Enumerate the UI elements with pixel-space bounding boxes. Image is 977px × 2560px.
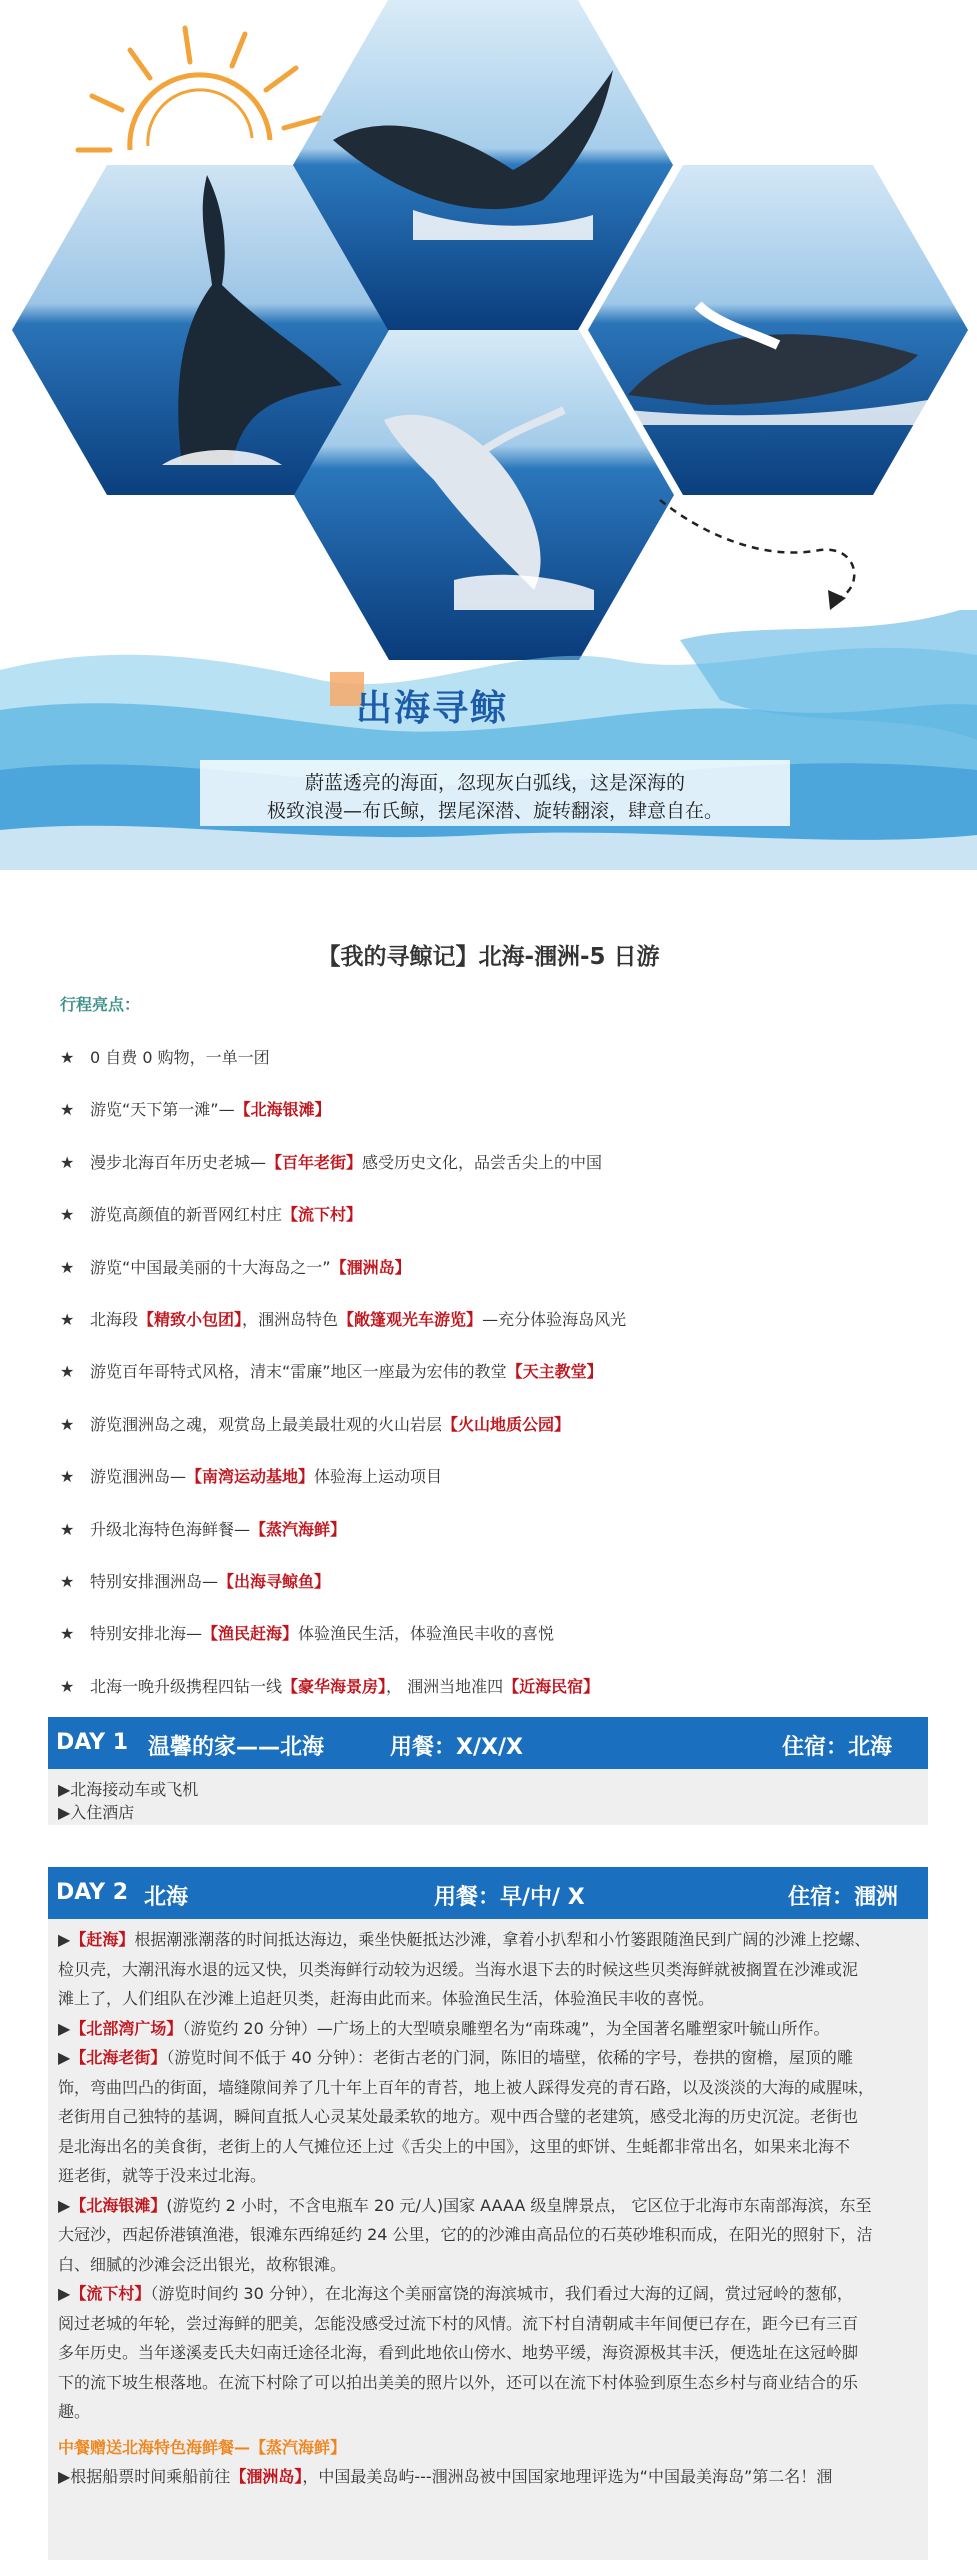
highlight-place: 【蒸汽海鲜】 [250, 1519, 347, 1539]
day-header [48, 1867, 928, 1919]
highlight-place: 【火山地质公园】 [442, 1414, 571, 1434]
star-icon: ★ [60, 1257, 75, 1277]
text-segment: (游览约 2 小时，不含电瓶车 20 元/人)国家 AAAA 级皇牌景点， 它区位于北海市东南部海滨，东至 [166, 2195, 872, 2215]
day-stay: 住宿：涠洲 [788, 1885, 899, 1910]
text-segment: ▶ [58, 2284, 71, 2303]
text-segment: 北海段 [90, 1310, 139, 1329]
itinerary-line [58, 2399, 90, 2422]
text-segment: 游览高颜值的新晋网红村庄 [90, 1205, 283, 1225]
tagline-box [200, 760, 790, 826]
highlight-item [60, 1674, 599, 1697]
highlight-item [60, 1202, 362, 1225]
highlight-place: 【涠洲岛】 [230, 2467, 303, 2486]
highlight-item [60, 1307, 626, 1330]
text-segment: 0 自费 0 购物，一单一团 [90, 1048, 270, 1067]
highlight-place: 【敞篷观光车游览】 [338, 1310, 483, 1329]
text-segment: ▶ [58, 2048, 71, 2067]
text-segment: 白、细腻的沙滩会泛出银光，故称银滩。 [58, 2254, 347, 2274]
highlights-label: 行程亮点： [60, 995, 141, 1014]
itinerary-line [58, 1986, 714, 2009]
text-segment: 游览涠洲岛之魂，观赏岛上最美最壮观的火山岩层 [90, 1414, 443, 1434]
text-segment: 游览百年哥特式风格，清末“雷廉”地区一座最为宏伟的教堂 [90, 1362, 507, 1382]
itinerary-line [58, 2252, 346, 2275]
itinerary-line [58, 2163, 266, 2186]
text-segment: ▶ [58, 2018, 71, 2038]
highlight-place: 【南湾运动基地】 [186, 1467, 315, 1487]
text-segment: ，中国最美岛屿---涠洲岛被中国国家地理评选为“中国最美海岛”第二名！涠 [302, 2467, 833, 2486]
highlight-item [60, 1359, 603, 1382]
itinerary-line [58, 2281, 853, 2304]
itinerary-line [58, 2134, 850, 2157]
highlight-place: 【近海民宿】 [503, 1676, 600, 1696]
text-segment: 饰，弯曲凹凸的街面，墙缝隙间养了几十年上百年的青苔，地上被人踩得发亮的青石路，以及淡淡的大海的咸腥味， [58, 2077, 875, 2097]
highlight-place: 【百年老街】 [266, 1152, 363, 1172]
highlight-place: 【流下村】 [70, 2284, 151, 2303]
text-segment: 中餐赠送北海特色海鲜餐—【蒸汽海鲜】 [58, 2437, 347, 2457]
highlight-item [60, 1255, 411, 1278]
highlight-place: 【北海银滩】 [234, 1100, 331, 1120]
star-icon: ★ [60, 1572, 75, 1591]
itinerary-line [58, 2311, 858, 2334]
star-icon: ★ [60, 1676, 75, 1696]
text-segment: 阅过老城的年轮，尝过海鲜的肥美，怎能没感受过流下村的风情。流下村自清朝咸丰年间便已存在，距今已有三百 [58, 2313, 859, 2333]
text-segment: 特别安排涠洲岛— [90, 1572, 219, 1591]
itinerary-line [58, 1927, 870, 1950]
highlight-item [60, 1045, 270, 1068]
text-segment: —充分体验海岛风光 [482, 1310, 627, 1329]
star-icon: ★ [60, 1048, 75, 1067]
text-segment: 老街用自己独特的基调，瞬间直抵人心灵某处最柔软的地方。观中西合璧的老建筑，感受北海的历史沉淀。老街也 [58, 2107, 859, 2126]
day-meal: 用餐：早/中/ X [434, 1885, 585, 1910]
highlight-item [60, 1412, 570, 1435]
highlight-place: 【豪华海景房】 [282, 1676, 387, 1696]
itinerary-line [58, 2045, 853, 2068]
text-segment: ， 涠洲当地准四 [386, 1676, 504, 1696]
highlight-item [60, 1621, 554, 1644]
star-icon: ★ [60, 1205, 75, 1225]
highlight-place: 【北海老街】 [70, 2048, 167, 2067]
text-segment: 逛老街，就等于没来过北海。 [58, 2166, 267, 2185]
day-day: DAY 1 [56, 1730, 129, 1755]
day-body [48, 1919, 928, 2560]
itinerary-line [58, 1957, 858, 1980]
text-segment: ▶入住酒店 [58, 1803, 135, 1822]
text-segment: 升级北海特色海鲜餐— [90, 1519, 251, 1539]
itinerary-line [58, 2340, 858, 2363]
highlight-place: 【北部湾广场】 [70, 2018, 183, 2038]
star-icon: ★ [60, 1152, 75, 1172]
itinerary-line [58, 2464, 832, 2487]
highlight-place: 【北海银滩】 [70, 2195, 167, 2215]
text-segment: （游览约 20 分钟）—广场上的大型喷泉雕塑名为“南珠魂”，为全国著名雕塑家叶毓山所作。 [182, 2018, 830, 2038]
meal-note [58, 2435, 346, 2458]
itinerary-line [58, 1777, 198, 1800]
itinerary-line [58, 2016, 829, 2039]
text-segment: 滩上了，人们组队在沙滩上追赶贝类，赶海由此而来。体验渔民生活，体验渔民丰收的喜悦。 [58, 1989, 715, 2008]
text-segment: ▶根据船票时间乘船前往 [58, 2467, 231, 2486]
itinerary-line [58, 2193, 871, 2216]
itinerary-line [58, 2370, 858, 2393]
text-segment: ▶ [58, 2195, 71, 2215]
itinerary-line [58, 1800, 134, 1823]
text-segment: 特别安排北海— [90, 1624, 203, 1644]
tour-title: 【我的寻鲸记】北海-涠洲-5 日游 [317, 944, 660, 970]
brand-title: 出海寻鲸 [356, 688, 509, 729]
text-segment: 游览涠洲岛— [90, 1467, 187, 1487]
highlight-item [60, 1517, 346, 1540]
tagline-line-2: 极致浪漫—布氏鲸，摆尾深潜、旋转翻滚，肆意自在。 [266, 800, 723, 822]
star-icon: ★ [60, 1467, 75, 1487]
text-segment: 趣。 [58, 2402, 91, 2421]
text-segment: （游览时间不低于 40 分钟）：老街古老的门洞，陈旧的墙壁，依稀的字号，卷拱的窗檐，屋顶的雕 [166, 2048, 853, 2067]
hero-banner [0, 0, 977, 870]
day-route: 温馨的家——北海 [148, 1735, 325, 1760]
text-segment: 漫步北海百年历史老城— [90, 1152, 267, 1172]
highlight-place: 【赶海】 [70, 1930, 135, 1949]
tagline-line-1: 蔚蓝透亮的海面，忽现灰白弧线，这是深海的 [304, 772, 685, 794]
highlight-place: 【渔民赶海】 [202, 1624, 299, 1644]
day-meal: 用餐：X/X/X [390, 1735, 523, 1760]
text-segment: 是北海出名的美食街，老街上的人气摊位还上过《舌尖上的中国》，这里的虾饼、生蚝都非常出名，如果来北海不 [58, 2136, 851, 2156]
highlight-place: 【精致小包团】 [138, 1310, 243, 1329]
text-segment: 根据潮涨潮落的时间抵达海边，乘坐快艇抵达沙滩，拿着小扒犁和小竹篓跟随渔民到广阔的沙滩上挖螺、 [134, 1930, 871, 1949]
star-icon: ★ [60, 1100, 75, 1120]
text-segment: 大冠沙，西起侨港镇渔港，银滩东西绵延约 24 公里，它的的沙滩由高品位的石英砂堆积而成，在阳光的照射下，洁 [58, 2225, 873, 2244]
highlight-item [60, 1150, 602, 1173]
star-icon: ★ [60, 1310, 75, 1329]
text-segment: 多年历史。当年遂溪麦氏夫妇南迁途径北海，看到此地依山傍水、地势平缓，海资源极其丰沃，便选址在这冠岭脚 [58, 2343, 859, 2362]
text-segment: 检贝壳，大潮汛海水退的远又快，贝类海鲜行动较为迟缓。当海水退下去的时候这些贝类海鲜就被搁置在沙滩或泥 [58, 1959, 859, 1979]
itinerary-line [58, 2222, 873, 2245]
highlight-place: 【涠洲岛】 [330, 1257, 411, 1277]
day-body [48, 1769, 928, 1825]
day-day: DAY 2 [56, 1880, 129, 1905]
highlight-place: 【流下村】 [282, 1205, 363, 1225]
highlight-place: 【出海寻鲸鱼】 [218, 1572, 331, 1591]
text-segment: 北海一晚升级携程四钻一线 [90, 1676, 283, 1696]
text-segment: 感受历史文化，品尝舌尖上的中国 [362, 1152, 603, 1172]
text-segment: 体验渔民生活，体验渔民丰收的喜悦 [298, 1624, 555, 1644]
highlight-place: 【天主教堂】 [506, 1362, 603, 1382]
text-segment: ▶ [58, 1930, 71, 1949]
brand-logo [330, 668, 580, 748]
text-segment: ▶北海接动车或飞机 [58, 1780, 199, 1799]
day-route: 北海 [144, 1885, 189, 1910]
highlight-item [60, 1569, 330, 1592]
star-icon: ★ [60, 1624, 75, 1644]
star-icon: ★ [60, 1414, 75, 1434]
day-stay: 住宿：北海 [782, 1735, 893, 1760]
text-segment: 体验海上运动项目 [314, 1467, 443, 1487]
text-segment: 游览“中国最美丽的十大海岛之一” [90, 1257, 331, 1277]
itinerary-line [58, 2075, 874, 2098]
star-icon: ★ [60, 1519, 75, 1539]
text-segment: （游览时间约 30 分钟），在北海这个美丽富饶的海滨城市，我们看过大海的辽阔，赏过冠岭的葱郁， [150, 2284, 853, 2303]
highlight-item [60, 1097, 331, 1120]
star-icon: ★ [60, 1362, 75, 1382]
day-header [48, 1717, 928, 1769]
text-segment: ，涠洲岛特色 [242, 1310, 339, 1329]
highlight-item [60, 1464, 442, 1487]
text-segment: 下的流下坡生根落地。在流下村除了可以拍出美美的照片以外，还可以在流下村体验到原生态乡村与商业结合的乐 [58, 2372, 859, 2392]
text-segment: 游览“天下第一滩”— [90, 1100, 235, 1120]
sun-icon [70, 0, 330, 180]
itinerary-line [58, 2104, 858, 2127]
